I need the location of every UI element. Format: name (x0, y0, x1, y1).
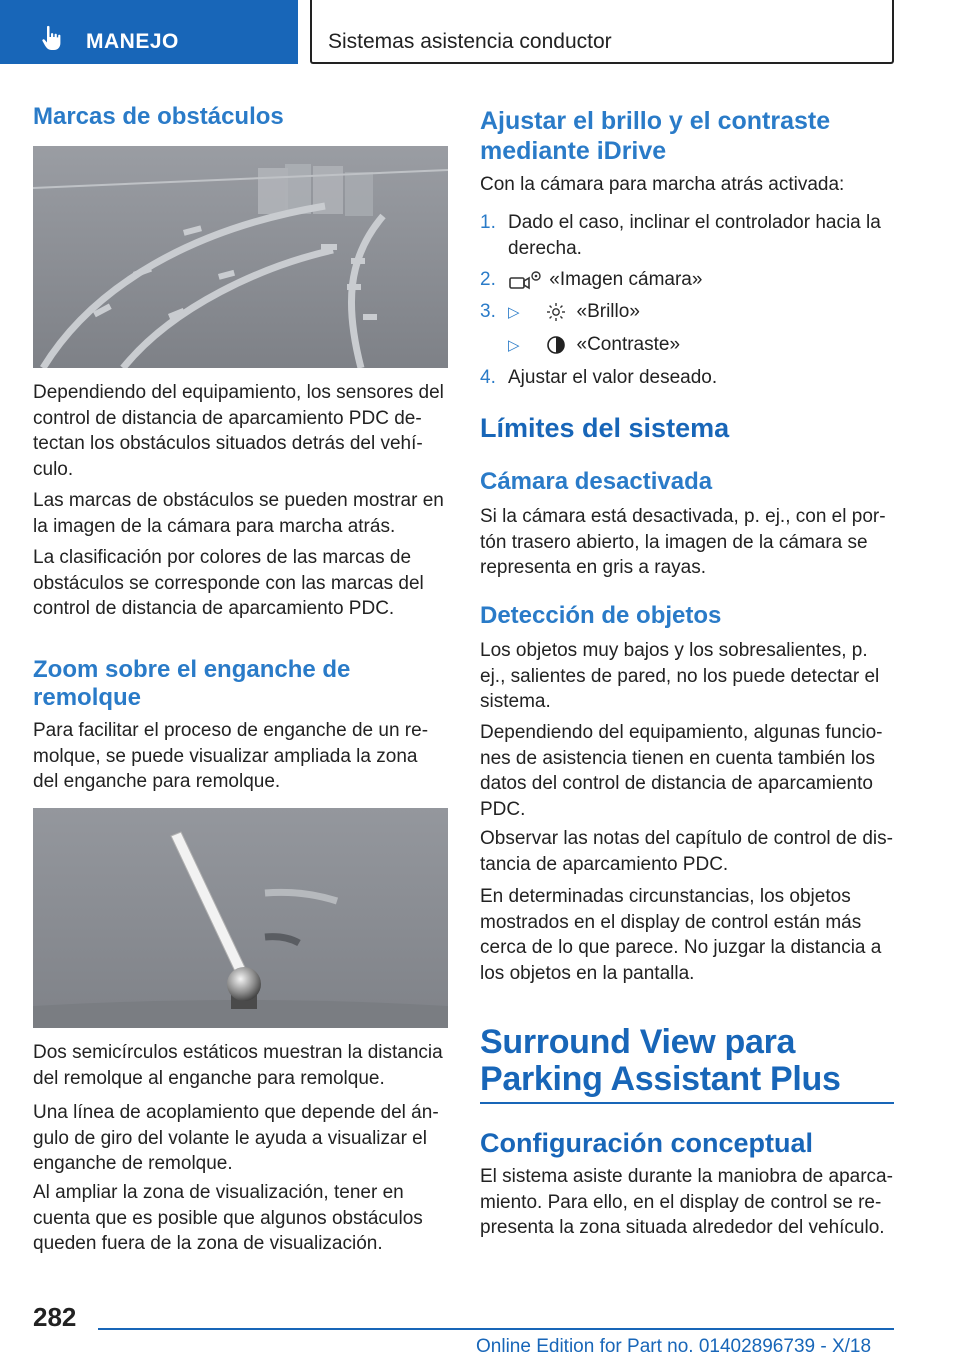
paragraph: Las marcas de obstáculos se pueden mostrar en la imagen de la cámara para marcha atrás. (33, 490, 444, 537)
step-3-substep: ▷ «Contraste» (508, 334, 681, 355)
paragraph: Al ampliar la zona de visualización, tener en cuenta que es posible que algunos obstáculos queden fuera de la zona de visualización. (33, 1182, 423, 1254)
page-number: 282 (33, 1302, 77, 1332)
chapter-tab (310, 0, 894, 64)
paragraph: Los objetos muy bajos y los sobresalientes, p. ej., salientes de pared, no los puede detectar el sistema. (480, 640, 880, 712)
paragraph: Dependiendo del equipamiento, los sensores del control de distancia de aparcamiento PDC detectan los obstáculos situados detrás del vehículo. (33, 382, 444, 480)
paragraph: La clasificación por colores de las marcas de obstáculos se corresponde con las marcas del control de distancia de aparcamiento PDC. (33, 547, 424, 619)
heading-camera-off: Cámara desactivada (480, 468, 713, 495)
step-4: 4. Ajustar el valor deseado. (480, 367, 718, 388)
triangle-bullet-icon: ▷ (508, 337, 520, 354)
paragraph: Dos semicírculos estáticos muestran la distancia del remolque al enganche para remolque. (33, 1042, 443, 1089)
camera-settings-icon (508, 269, 544, 291)
paragraph: Con la cámara para marcha atrás activada: (480, 174, 845, 195)
heading-hitch-zoom: Zoom sobre el enganche de remolque (33, 656, 351, 711)
paragraph: Una línea de acoplamiento que depende del ángulo de giro del volante le ayuda a visualizar el enganche de remolque. (33, 1102, 439, 1174)
step-3: 3. ▷ «Brillo» (480, 301, 640, 322)
edition-note: Online Edition for Part no. 01402896739 - X/18 (476, 1336, 872, 1357)
heading-underline (480, 1102, 894, 1104)
paragraph: Si la cámara está desactivada, p. ej., con el portón trasero abierto, la imagen de la cámara se representa en gris a rayas. (480, 506, 886, 578)
heading-obstacle-marks: Marcas de obstáculos (33, 103, 284, 130)
triangle-bullet-icon: ▷ (508, 304, 520, 321)
paragraph: El sistema asiste durante la maniobra de aparcamiento. Para ello, en el display de control se representa la zona situada alrededor del vehículo. (480, 1166, 893, 1238)
contrast-icon (546, 335, 566, 355)
footer-rule (98, 1328, 894, 1330)
paragraph: En determinadas circunstancias, los objetos mostrados en el display de control están más cerca de lo que parece. No juzgar la distancia a los objetos en la pantalla. (480, 886, 882, 984)
step-2: 2. «Imagen cámara» (480, 269, 703, 290)
heading-brightness-contrast: Ajustar el brillo y el contraste mediante iDrive (480, 107, 831, 165)
figure-hitch-zoom (33, 808, 448, 1028)
hand-pointer-icon (40, 24, 68, 52)
brightness-icon (546, 302, 566, 322)
figure-obstacle-marks (33, 146, 448, 368)
step-1: 1. Dado el caso, inclinar el controlador hacia la derecha. (480, 212, 881, 259)
paragraph: Observar las notas del capítulo de control de distancia de aparcamiento PDC. (480, 828, 893, 875)
paragraph: Para facilitar el proceso de enganche de un remolque, se puede visualizar ampliada la zona del enganche para remolque. (33, 720, 429, 792)
section-title: MANEJO (86, 30, 179, 53)
chapter-title: Sistemas asistencia conductor (328, 30, 612, 53)
heading-concept-setup: Configuración conceptual (480, 1128, 814, 1158)
heading-object-detection: Detección de objetos (480, 602, 722, 629)
paragraph: Dependiendo del equipamiento, algunas funciones de asistencia tienen en cuenta también los datos del control de distancia de aparcamiento PDC. (480, 722, 883, 820)
section-tab (0, 0, 298, 64)
heading-system-limits: Límites del sistema (480, 413, 730, 443)
heading-surround-view: Surround View para Parking Assistant Plus (480, 1023, 841, 1098)
